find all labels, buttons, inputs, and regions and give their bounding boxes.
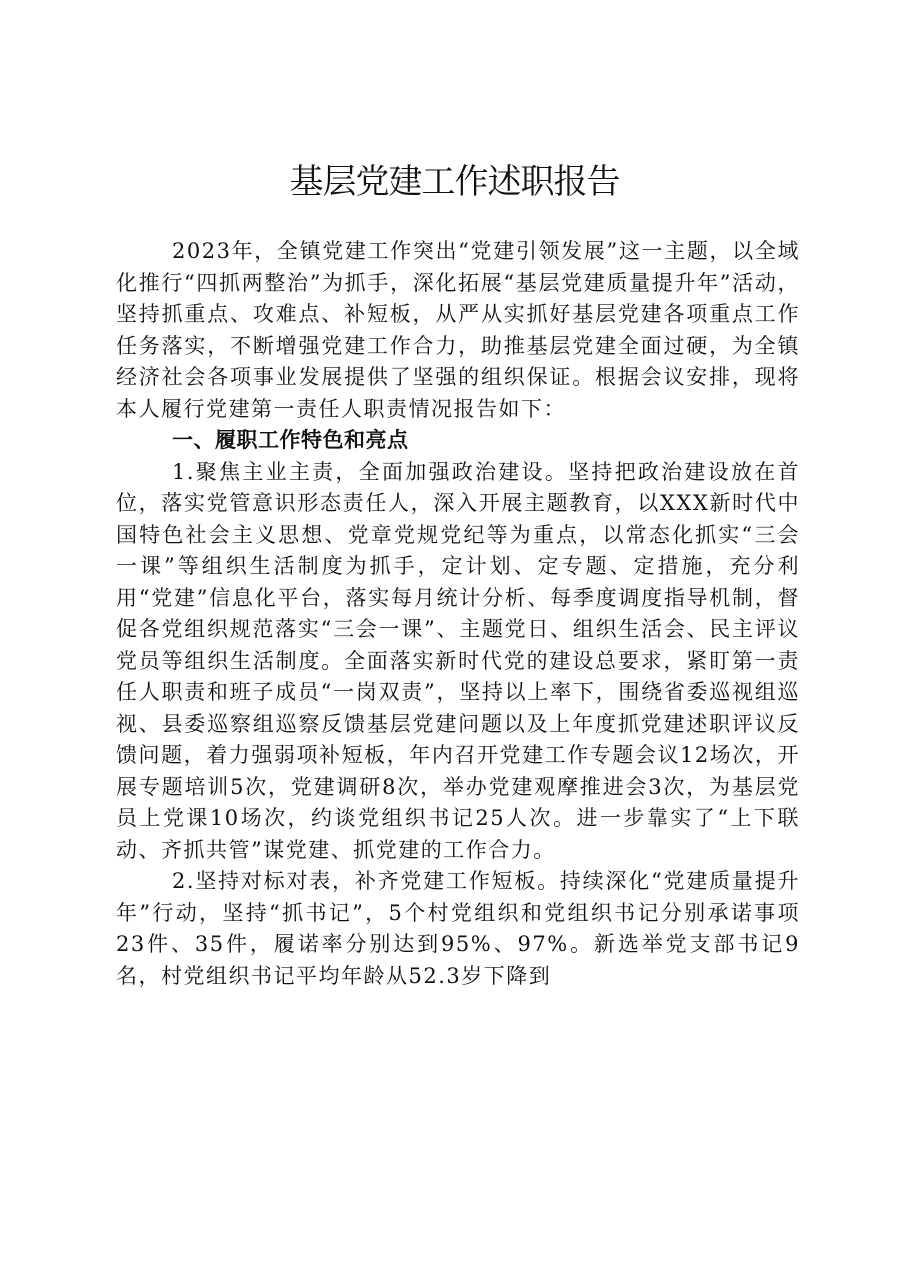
paragraph-benchmarking: 2.坚持对标对表，补齐党建工作短板。持续深化“党建质量提升年”行动，坚持“抓书记”，5个村党组织和党组织书记分别承诺事项23件、35件，履诺率分别达到95%、97%。新选举党支部书记9名，村党组织书记平均年龄从52.3岁下降到 <box>116 869 800 988</box>
page-title: 基层党建工作述职报告 <box>289 162 620 202</box>
section-heading-1: 一、履职工作特色和亮点 <box>172 428 409 452</box>
paragraph-political-building: 1.聚焦主业主责，全面加强政治建设。坚持把政治建设放在首位，落实党管意识形态责任人，深入开展主题教育，以XXX新时代中国特色社会主义思想、党章党规党纪等为重点，以常态化抓实“三会一课”等组织生活制度为抓手，定计划、定专题、定措施，充分利用“党建”信息化平台，落实每月统计分析、每季度调度指导机制，督促各党组织规范落实“三会一课”、主题党日、组织生活会、民主评议党员等组织生活制度。全面落实新时代党的建设总要求，紧盯第一责任人职责和班子成员“一岗双责”，坚持以上率下，围绕省委巡视组巡视、县委巡察组巡察反馈基层党建问题以及上年度抓党建述职评议反馈问题，着力强弱项补短板，年内召开党建工作专题会议12场次，开展专题培训5次，党建调研8次，举办党建观摩推进会3次，为基层党员上党课10场次，约谈党组织书记25人次。进一步靠实了“上下联动、齐抓共管”谋党建、抓党建的工作合力。 <box>116 459 800 862</box>
document-body <box>116 236 800 992</box>
paragraph-intro: 2023年，全镇党建工作突出“党建引领发展”这一主题，以全域化推行“四抓两整治”为抓手，深化拓展“基层党建质量提升年”活动，坚持抓重点、攻难点、补短板，从严从实抓好基层党建各项重点工作任务落实，不断增强党建工作合力，助推基层党建全面过硬，为全镇经济社会各项事业发展提供了坚强的组织保证。根据会议安排，现将本人履行党建第一责任人职责情况报告如下： <box>116 239 800 421</box>
